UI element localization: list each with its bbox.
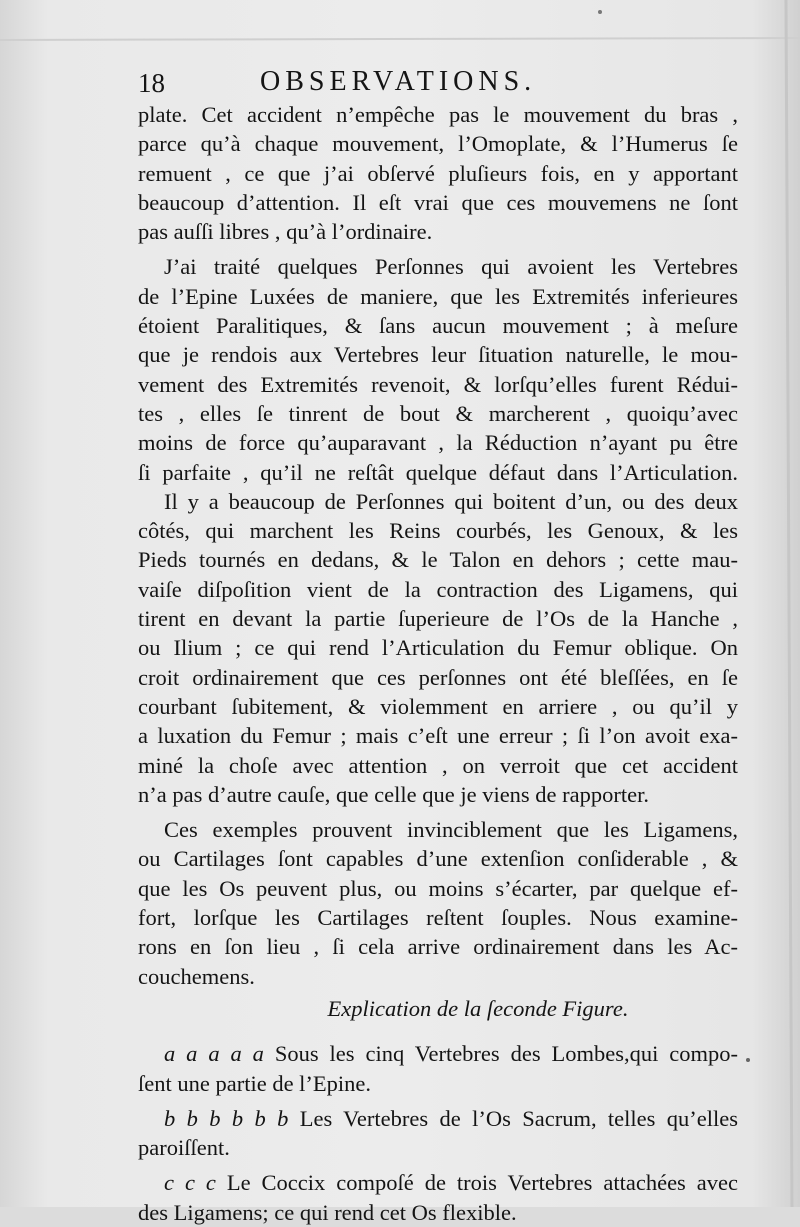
legend-key: b b b b b b (164, 1105, 289, 1131)
text-line: parce qu’à chaque mouvement, l’Omoplate, & l’Humerus ſe (138, 131, 738, 157)
text-line: côtés, qui marchent les Reins courbés, les Genoux, & les (138, 518, 738, 544)
text-line: que je rendois aux Vertebres leur ſituation naturelle, le mou- (138, 342, 738, 368)
legend-text: Sous les cinq Vertebres des Lombes,qui compo- (274, 1041, 739, 1067)
figure-caption: Explication de la ſeconde Figure. (327, 995, 629, 1021)
text-line: ou Cartilages ſont capables d’une extenſion conſiderable , & (138, 846, 738, 872)
legend-line: paroiſſent. (138, 1135, 230, 1161)
text-line: remuent , ce que j’ai obſervé pluſieurs fois, en y apportant (138, 160, 738, 186)
page-number: 18 (138, 68, 165, 98)
text-line: fort, lorſque les Cartilages reſtent ſouples. Nous examine- (138, 905, 738, 931)
legend-entry (138, 1104, 738, 1163)
legend-line (138, 1039, 738, 1068)
text-line: a luxation du Femur ; mais c’eſt une erreur ; ſi l’on avoit exa- (138, 723, 738, 749)
text-line: pas auſſi libres , qu’à l’ordinaire. (138, 219, 433, 245)
legend-line (138, 1168, 738, 1197)
text-line: n’a pas d’autre cauſe, que celle que je viens de rapporter. (138, 781, 650, 807)
legend-line: ſent une partie de l’Epine. (138, 1070, 372, 1096)
text-line: tirent en devant la partie ſuperieure de l’Os de la Hanche , (138, 606, 738, 632)
text-line: que les Os peuvent plus, ou moins s’écarter, par quelque ef- (138, 875, 738, 901)
text-line: couchemens. (138, 963, 255, 989)
legend-key: a a a a a (164, 1041, 264, 1067)
text-line: rons en ſon lieu , ſi cela arrive ordinairement dans les Ac- (138, 934, 738, 960)
text-line: ſi parfaite , qu’il ne reſtât quelque défaut dans l’Articulation. (138, 459, 738, 485)
text-line: Ces exemples prouvent invinciblement que les Ligamens, (164, 817, 738, 843)
text-line: ou Ilium ; ce qui rend l’Articulation du Femur oblique. On (138, 635, 738, 661)
text-line: de l’Epine Luxées de maniere, que les Extremités inferieures (138, 283, 738, 309)
legend-entry (138, 1039, 738, 1098)
text-line: vaiſe diſpoſition vient de la contraction des Ligamens, qui (138, 576, 738, 602)
text-line: étoient Paralitiques, & ſans aucun mouvement ; à meſure (138, 313, 738, 339)
text-line: beaucoup d’attention. Il eſt vrai que ces mouvemens ne ſont (138, 189, 738, 215)
legend-line: des Ligamens; ce qui rend cet Os flexible. (138, 1199, 517, 1225)
legend-entry (138, 1168, 738, 1227)
text-line: plate. Cet accident n’empêche pas le mouvement du bras , (138, 102, 738, 127)
legend-text: Les Vertebres de l’Os Sacrum, telles qu’elles (299, 1105, 739, 1131)
text-line: courbant ſubitement, & violemment en arriere , ou qu’il y (138, 693, 738, 719)
paragraph (138, 487, 738, 809)
text-line: vement des Extremités revenoit, & lorſqu’elles furent Rédui- (138, 371, 738, 397)
paragraph (138, 100, 738, 246)
running-title: OBSERVATIONS. (260, 66, 537, 97)
text-line: J’ai traité quelques Perſonnes qui avoient les Vertebres (164, 254, 738, 280)
text-line: tes , elles ſe tinrent de bout & marcherent , quoiqu’avec (138, 400, 738, 426)
text-line: miné la choſe avec attention , on verroit que cet accident (138, 752, 738, 778)
legend-line (138, 1104, 738, 1133)
text-line: Pieds tournés en dedans, & le Talon en dehors ; cette mau- (138, 547, 738, 573)
paragraph (138, 815, 738, 991)
paragraph (138, 252, 738, 486)
text-line: moins de force qu’auparavant , la Réduction n’ayant pu être (138, 430, 738, 456)
legend-text: Le Coccix compoſé de trois Vertebres attachées avec (226, 1170, 738, 1196)
text-line: Il y a beaucoup de Perſonnes qui boitent d’un, ou des deux (164, 488, 738, 514)
body-text (138, 100, 738, 1227)
text-line: croit ordinairement que ces perſonnes ont été bleſſées, en ſe (138, 664, 738, 690)
legend-key: c c c (164, 1170, 216, 1196)
